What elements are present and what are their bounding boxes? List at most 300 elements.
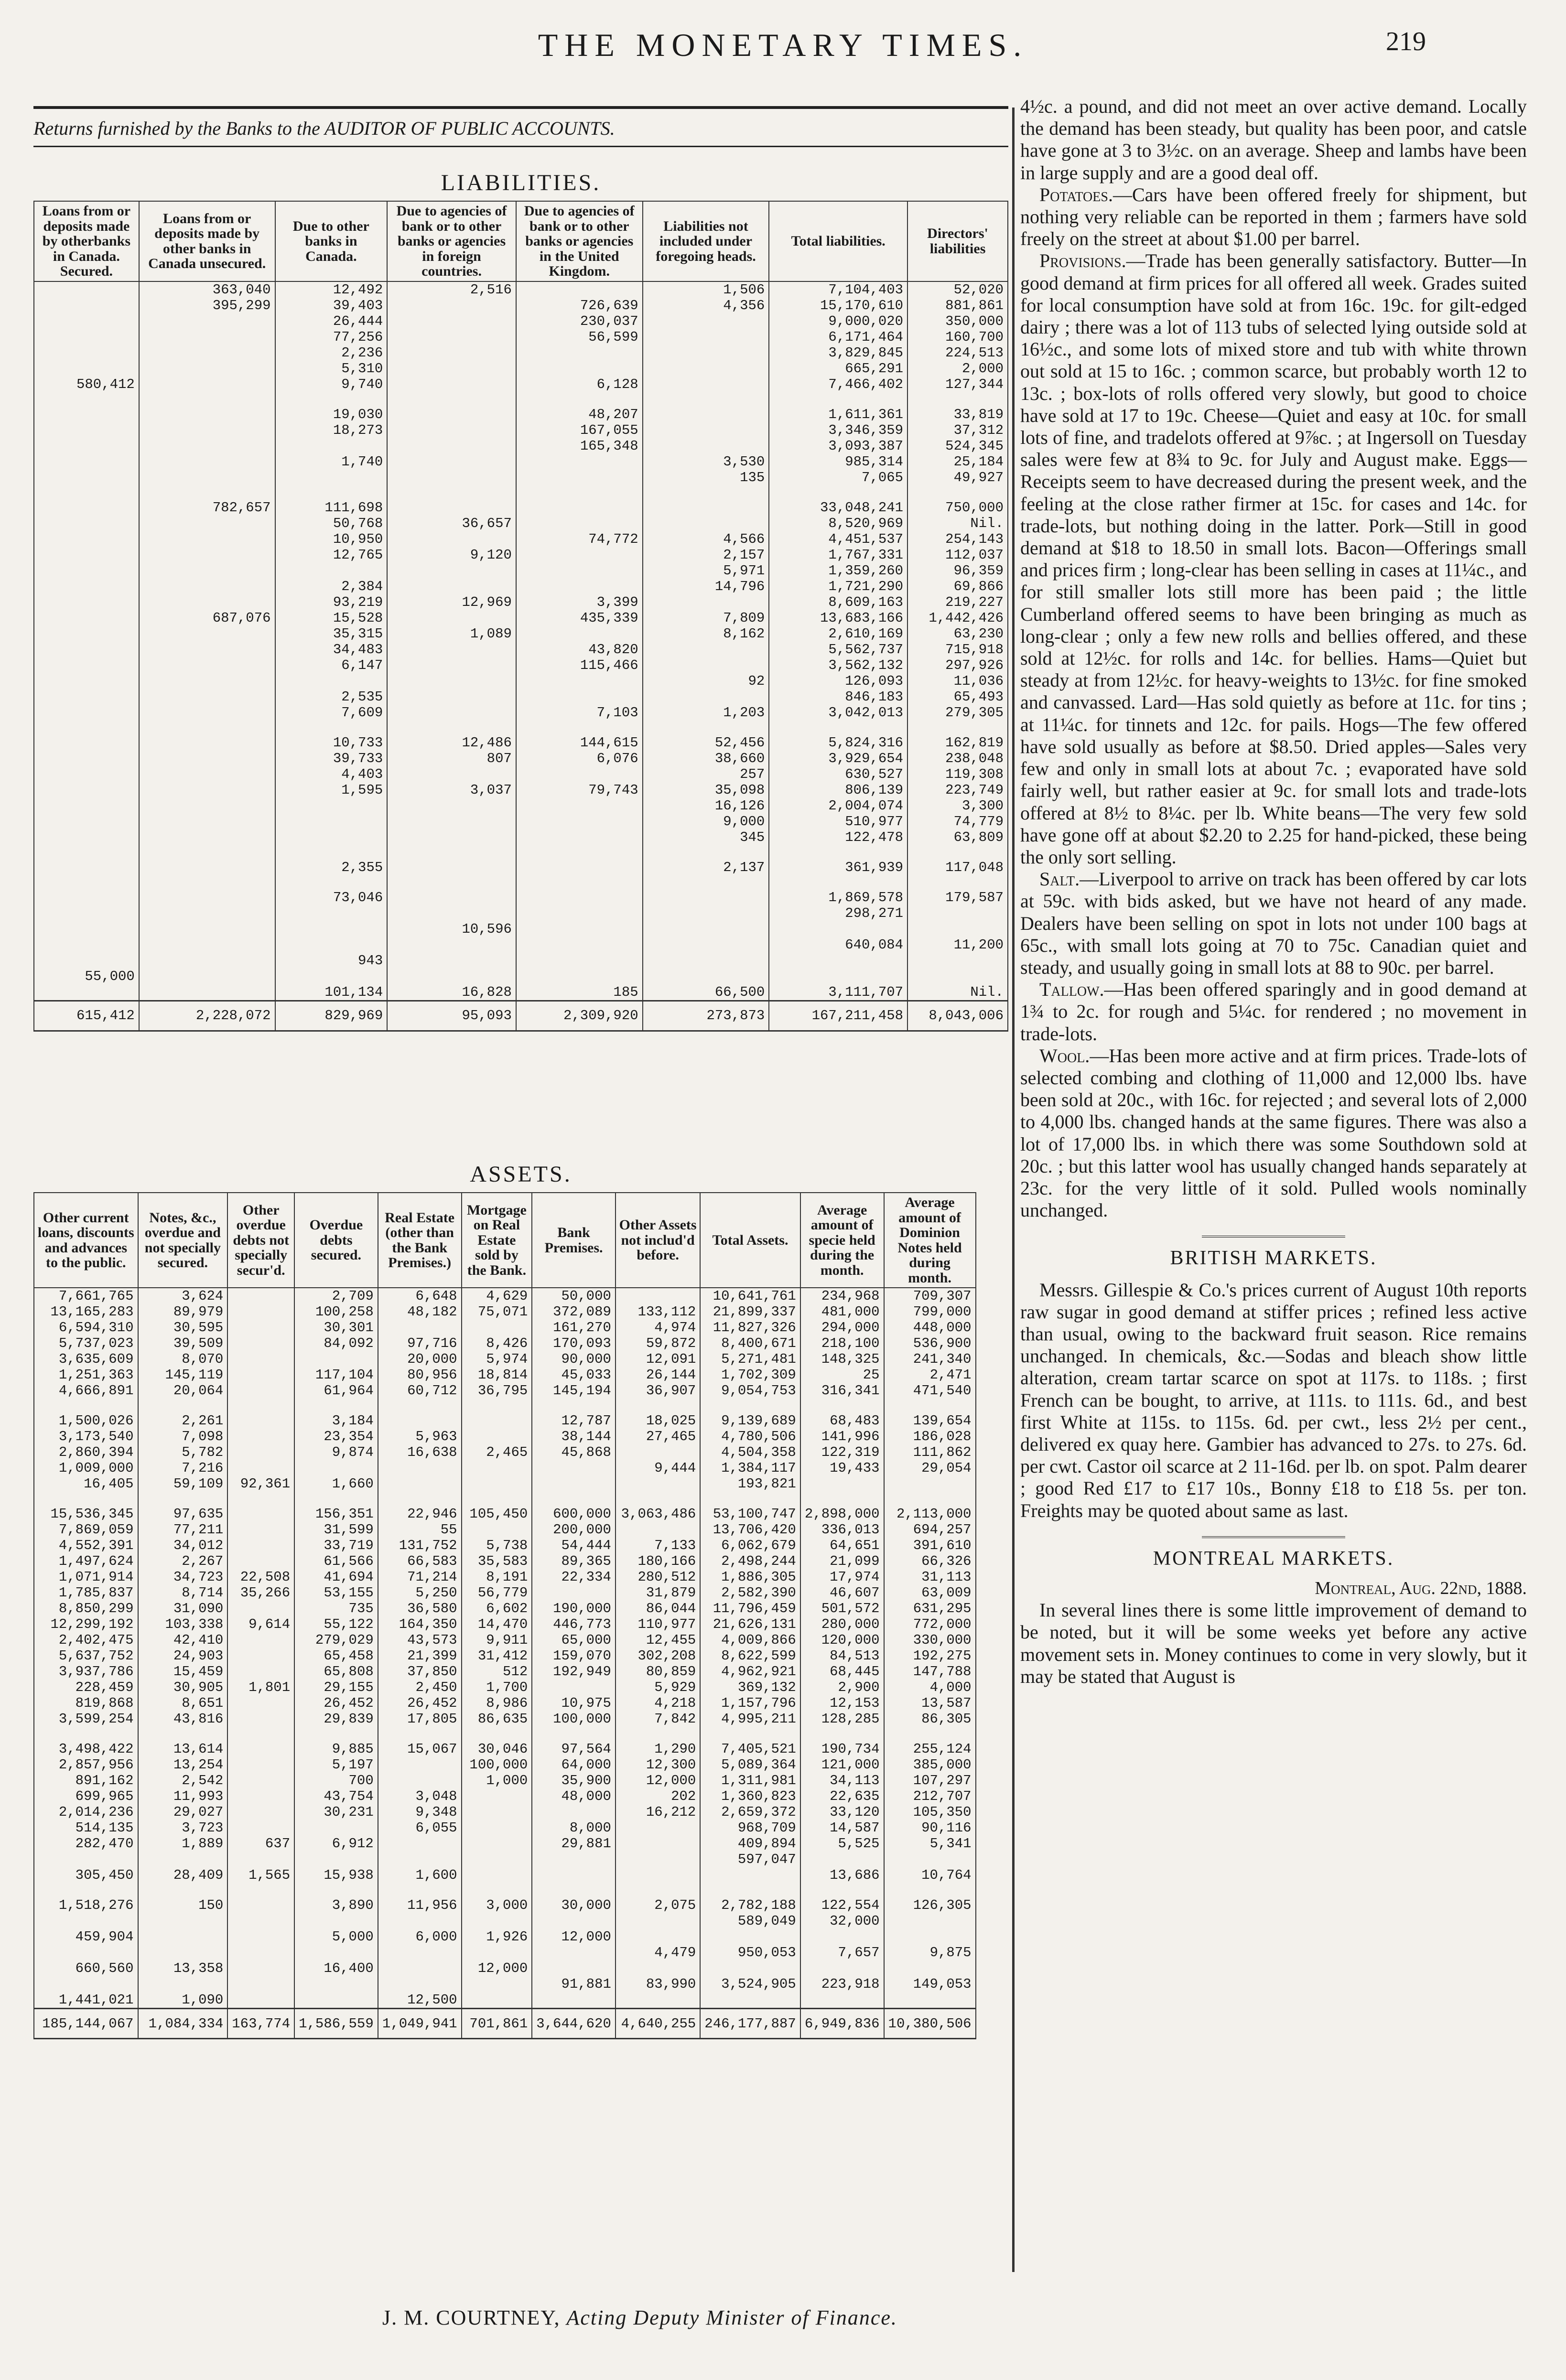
table-row (34, 1444, 1008, 1460)
table-cell (34, 345, 139, 361)
wool-paragraph (1020, 1045, 1527, 1222)
table-cell: 17,974 (800, 1569, 884, 1585)
table-cell: 66,326 (884, 1553, 976, 1569)
table-cell: 2,014,236 (34, 1804, 138, 1820)
table-cell (227, 1992, 294, 2009)
table-cell (462, 1522, 532, 1538)
table-cell: 2,582,390 (700, 1585, 800, 1601)
table-row (34, 1383, 1008, 1399)
table-cell: 89,365 (532, 1553, 616, 1569)
table-cell: 25,184 (907, 454, 1008, 470)
table-cell: 13,165,283 (34, 1304, 138, 1320)
table-cell (643, 313, 769, 329)
table-cell (139, 766, 275, 782)
table-cell: 56,779 (462, 1585, 532, 1601)
table-cell (227, 1444, 294, 1460)
table-cell (34, 361, 139, 377)
table-cell: 56,599 (516, 329, 643, 345)
table-cell (275, 392, 388, 407)
table-row (34, 1945, 1008, 1960)
table-cell (34, 392, 139, 407)
table-cell: 54,444 (532, 1538, 616, 1553)
table-cell: 699,965 (34, 1788, 138, 1804)
table-cell: 65,458 (294, 1648, 378, 1664)
table-cell: 238,048 (907, 751, 1008, 766)
assets-header-4: Real Estate (other than the Bank Premises.) (378, 1193, 462, 1288)
table-cell (387, 531, 516, 547)
table-cell (700, 1867, 800, 1883)
table-cell (532, 1492, 616, 1506)
table-cell: 3,937,786 (34, 1664, 138, 1680)
table-cell: 514,135 (34, 1820, 138, 1836)
table-cell: 807 (387, 751, 516, 766)
table-cell (516, 361, 643, 377)
table-cell (616, 1288, 700, 1304)
table-cell: 12,787 (532, 1413, 616, 1429)
table-cell: 5,089,364 (700, 1757, 800, 1773)
table-cell (387, 905, 516, 921)
table-cell (532, 1399, 616, 1413)
table-cell (139, 721, 275, 735)
table-cell: 7,809 (643, 610, 769, 626)
table-cell: 33,120 (800, 1804, 884, 1820)
table-row (34, 1476, 1008, 1492)
table-cell: 18,273 (275, 422, 388, 438)
table-cell: 37,312 (907, 422, 1008, 438)
table-cell (800, 1960, 884, 1976)
table-cell: 6,171,464 (769, 329, 907, 345)
table-cell: 86,044 (616, 1601, 700, 1616)
table-cell: 395,299 (139, 298, 275, 313)
table-cell: 5,782 (138, 1444, 228, 1460)
table-cell: 74,772 (516, 531, 643, 547)
table-cell (516, 798, 643, 814)
table-row (34, 1288, 1008, 1304)
table-cell: 135 (643, 470, 769, 485)
table-cell (616, 1492, 700, 1506)
table-row (34, 921, 1008, 937)
montreal-dateline: Montreal, Aug. 22nd, 1888. (1315, 1578, 1527, 1598)
table-cell: 21,099 (800, 1553, 884, 1569)
table-cell: 1,801 (227, 1680, 294, 1695)
table-cell (139, 377, 275, 392)
table-cell: 170,093 (532, 1335, 616, 1351)
signatory-title: Acting Deputy Minister of Finance. (566, 2306, 897, 2329)
table-cell: 15,067 (378, 1741, 462, 1757)
assets-body (34, 1288, 1008, 2039)
table-cell: 14,470 (462, 1616, 532, 1632)
table-cell: 21,399 (378, 1648, 462, 1664)
table-cell: 3,048 (378, 1788, 462, 1804)
table-row (34, 594, 1008, 610)
table-cell: 1,600 (378, 1867, 462, 1883)
table-cell (800, 1492, 884, 1506)
table-cell: 22,508 (227, 1569, 294, 1585)
table-cell (884, 1492, 976, 1506)
table-cell: 43,754 (294, 1788, 378, 1804)
table-cell: 2,516 (387, 281, 516, 298)
table-row (34, 1711, 1008, 1727)
table-cell: 12,000 (616, 1773, 700, 1788)
table-cell: 105,450 (462, 1506, 532, 1522)
table-cell: 26,444 (275, 313, 388, 329)
table-cell: 24,903 (138, 1648, 228, 1664)
table-cell: 31,599 (294, 1522, 378, 1538)
table-cell: 481,000 (800, 1304, 884, 1320)
table-cell (227, 1976, 294, 1992)
table-cell: 65,493 (907, 689, 1008, 705)
table-cell: 147,788 (884, 1664, 976, 1680)
table-cell (643, 921, 769, 937)
table-cell: 1,889 (138, 1836, 228, 1852)
table-cell (275, 937, 388, 953)
table-row (34, 1460, 1008, 1476)
table-cell (532, 1680, 616, 1695)
table-cell: 30,905 (138, 1680, 228, 1695)
table-cell: 1,203 (643, 705, 769, 721)
table-cell (516, 875, 643, 890)
table-cell: 257 (643, 766, 769, 782)
table-cell (227, 1492, 294, 1506)
liabilities-header-row (34, 201, 1008, 281)
table-cell: 5,271,481 (700, 1351, 800, 1367)
total-cell: 1,049,941 (378, 2009, 462, 2039)
table-cell: 1,359,260 (769, 563, 907, 579)
table-cell: 127,344 (907, 377, 1008, 392)
table-cell (884, 1960, 976, 1976)
table-cell (462, 1429, 532, 1444)
assets-header-2: Other overdue debts not specially secur'd. (227, 1193, 294, 1288)
table-cell: 4,009,866 (700, 1632, 800, 1648)
table-cell: 4,000 (884, 1680, 976, 1695)
table-cell (275, 845, 388, 860)
table-cell: 63,230 (907, 626, 1008, 642)
table-cell: 330,000 (884, 1632, 976, 1648)
table-cell (139, 563, 275, 579)
assets-header-0: Other current loans, discounts and advances to the public. (34, 1193, 138, 1288)
total-cell: 10,380,506 (884, 2009, 976, 2039)
table-cell (378, 1913, 462, 1929)
table-cell: 8,000 (532, 1820, 616, 1836)
table-cell: 68,483 (800, 1413, 884, 1429)
table-row (34, 329, 1008, 345)
table-cell (884, 1727, 976, 1741)
table-cell (516, 921, 643, 937)
table-cell (532, 1945, 616, 1960)
table-cell (516, 937, 643, 953)
table-row (34, 500, 1008, 516)
table-cell: 2,113,000 (884, 1506, 976, 1522)
total-cell: 167,211,458 (769, 1001, 907, 1031)
table-cell: 2,261 (138, 1413, 228, 1429)
table-cell (34, 1852, 138, 1867)
table-cell (294, 1820, 378, 1836)
table-cell: 10,641,761 (700, 1288, 800, 1304)
table-cell: 90,116 (884, 1820, 976, 1836)
table-row (34, 1616, 1008, 1632)
table-cell: 3,890 (294, 1897, 378, 1913)
total-cell: 163,774 (227, 2009, 294, 2039)
table-cell (227, 1288, 294, 1304)
table-cell: 50,768 (275, 516, 388, 531)
table-cell: 22,334 (532, 1569, 616, 1585)
table-cell (227, 1804, 294, 1820)
table-cell: 35,266 (227, 1585, 294, 1601)
table-cell (275, 905, 388, 921)
table-cell: 7,661,765 (34, 1288, 138, 1304)
table-cell (516, 392, 643, 407)
table-cell: 86,305 (884, 1711, 976, 1727)
table-cell: 361,939 (769, 860, 907, 875)
table-cell (616, 1836, 700, 1852)
table-cell (139, 829, 275, 845)
table-cell (139, 705, 275, 721)
table-cell: 64,651 (800, 1538, 884, 1553)
table-cell (34, 531, 139, 547)
market-report-column (1020, 96, 1527, 1688)
table-cell: 3,599,254 (34, 1711, 138, 1727)
table-cell (139, 890, 275, 905)
table-cell (34, 875, 139, 890)
table-cell: 630,527 (769, 766, 907, 782)
table-row (34, 829, 1008, 845)
table-cell: 2,542 (138, 1773, 228, 1788)
table-row (34, 953, 1008, 969)
table-cell: 5,562,737 (769, 642, 907, 657)
table-cell (643, 377, 769, 392)
cattle-paragraph: 4½c. a pound, and did not meet an over active demand. Locally the demand has been steady, but quality has been poor, and catsle have gone at 3 to 3½c. on an average. Sheep and lambs have been in large supply and are a good deal off. (1020, 96, 1527, 183)
table-cell: 43,820 (516, 642, 643, 657)
table-cell (769, 953, 907, 969)
table-cell: 5,310 (275, 361, 388, 377)
table-cell: 241,340 (884, 1351, 976, 1367)
table-cell: 6,602 (462, 1601, 532, 1616)
table-cell (532, 1867, 616, 1883)
table-cell: 128,285 (800, 1711, 884, 1727)
header-rule (33, 106, 1008, 109)
table-cell (643, 721, 769, 735)
table-cell (227, 1304, 294, 1320)
table-row (34, 1960, 1008, 1976)
table-cell: 9,614 (227, 1616, 294, 1632)
table-row (34, 1413, 1008, 1429)
table-cell: 103,338 (138, 1616, 228, 1632)
table-cell: 100,000 (532, 1711, 616, 1727)
table-cell: 3,624 (138, 1288, 228, 1304)
assets-header-8: Total Assets. (700, 1193, 800, 1288)
table-cell: 4,356 (643, 298, 769, 313)
table-cell: 3,346,359 (769, 422, 907, 438)
table-cell: 2,659,372 (700, 1804, 800, 1820)
table-cell (138, 1929, 228, 1945)
table-cell (643, 361, 769, 377)
table-cell: 145,119 (138, 1367, 228, 1383)
assets-header-5: Mortgage on Real Estate sold by the Bank. (462, 1193, 532, 1288)
table-row (34, 1867, 1008, 1883)
table-cell: 223,749 (907, 782, 1008, 798)
table-cell: 8,986 (462, 1695, 532, 1711)
potatoes-paragraph (1020, 184, 1527, 250)
table-cell: 6,128 (516, 377, 643, 392)
table-cell (378, 1476, 462, 1492)
table-cell (227, 1929, 294, 1945)
wool-text: —Has been more active and at firm prices. Trade-lots of selected combing and clothing of 11,000 and 12,000 lbs. have been sold at 20c., with 16c. for rejected ; and several lots of 2,000 to 4,000 lbs. changed hands at the same figures. There was also a lot of 17,000 lbs. in which there was some Southdown sold at 20c. ; but this latter wool has usually changed hands separately at 23c. for the very little of it sold. Pulled wools nominally unchanged. (1020, 1045, 1527, 1221)
table-cell (884, 1852, 976, 1867)
table-cell: 12,486 (387, 735, 516, 751)
table-cell: 26,144 (616, 1367, 700, 1383)
table-cell (378, 1883, 462, 1897)
table-cell: 2,471 (884, 1367, 976, 1383)
table-cell (34, 594, 139, 610)
assets-header-7: Other Assets not includ'd before. (616, 1193, 700, 1288)
table-cell: 111,862 (884, 1444, 976, 1460)
table-cell: 13,706,420 (700, 1522, 800, 1538)
table-cell: 12,091 (616, 1351, 700, 1367)
table-cell: 23,354 (294, 1429, 378, 1444)
table-cell (275, 721, 388, 735)
table-cell (139, 689, 275, 705)
table-cell (139, 516, 275, 531)
table-cell: 294,000 (800, 1320, 884, 1335)
table-cell: 510,977 (769, 814, 907, 829)
totals-row (34, 1001, 1008, 1031)
table-row (34, 438, 1008, 454)
table-cell (800, 1476, 884, 1492)
table-cell: 36,795 (462, 1383, 532, 1399)
table-row (34, 905, 1008, 921)
table-cell (34, 329, 139, 345)
table-cell: 5,341 (884, 1836, 976, 1852)
table-cell (227, 1960, 294, 1976)
table-cell (387, 937, 516, 953)
table-cell (34, 1883, 138, 1897)
table-cell (643, 875, 769, 890)
table-cell (907, 969, 1008, 984)
table-cell: 316,341 (800, 1383, 884, 1399)
table-cell (34, 1727, 138, 1741)
table-cell: 772,000 (884, 1616, 976, 1632)
table-cell (643, 905, 769, 921)
table-cell (616, 1444, 700, 1460)
table-row (34, 735, 1008, 751)
table-cell: 36,907 (616, 1383, 700, 1399)
table-cell (139, 953, 275, 969)
table-cell: 2,535 (275, 689, 388, 705)
table-cell (387, 313, 516, 329)
table-cell (378, 1852, 462, 1867)
table-cell: 4,629 (462, 1288, 532, 1304)
table-cell: 8,714 (138, 1585, 228, 1601)
table-cell (516, 689, 643, 705)
table-cell: 14,587 (800, 1820, 884, 1836)
table-cell: 298,271 (769, 905, 907, 921)
table-row (34, 531, 1008, 547)
table-cell (643, 407, 769, 422)
table-cell: 75,071 (462, 1304, 532, 1320)
table-cell: 3,184 (294, 1413, 378, 1429)
table-cell: 26,452 (294, 1695, 378, 1711)
table-cell: 200,000 (532, 1522, 616, 1538)
table-cell: 5,250 (378, 1585, 462, 1601)
table-cell: 121,000 (800, 1757, 884, 1773)
table-cell: 5,971 (643, 563, 769, 579)
table-cell (532, 1913, 616, 1929)
table-cell: 448,000 (884, 1320, 976, 1335)
table-cell: 77,256 (275, 329, 388, 345)
table-row (34, 766, 1008, 782)
salt-text: —Liverpool to arrive on track has been offered by car lots at 59c. with bids asked, but we have not heard of any made. Dealers have been selling on spot in lots not under 100 bags at 65c., with small lots going at 70 to 75c. Canadian quiet and steady, and usually going in small lots at 88 to 90c. per barrel. (1020, 868, 1527, 978)
page-number: 219 (1386, 27, 1426, 56)
total-cell: 3,644,620 (532, 2009, 616, 2039)
table-cell: 26,452 (378, 1695, 462, 1711)
tallow-text: —Has been offered sparingly and in good demand at 1¾ to 2c. for rough and 5¼c. for rendered ; no movement in trade-lots. (1020, 979, 1527, 1045)
table-cell: 71,214 (378, 1569, 462, 1585)
table-cell (139, 547, 275, 563)
table-cell: 4,780,506 (700, 1429, 800, 1444)
table-cell: 3,530 (643, 454, 769, 470)
table-cell (378, 1836, 462, 1852)
table-row (34, 422, 1008, 438)
table-cell: 4,666,891 (34, 1383, 138, 1399)
table-cell: 1,767,331 (769, 547, 907, 563)
table-cell: 48,182 (378, 1304, 462, 1320)
table-cell: 34,113 (800, 1773, 884, 1788)
table-cell: 8,850,299 (34, 1601, 138, 1616)
table-cell: 10,950 (275, 531, 388, 547)
table-cell: 660,560 (34, 1960, 138, 1976)
table-cell: 6,594,310 (34, 1320, 138, 1335)
table-cell (516, 547, 643, 563)
table-cell: 65,000 (532, 1632, 616, 1648)
table-cell (907, 905, 1008, 921)
table-cell (516, 563, 643, 579)
table-cell: 3,093,387 (769, 438, 907, 454)
table-cell (462, 1460, 532, 1476)
table-cell: 80,859 (616, 1664, 700, 1680)
table-cell (516, 890, 643, 905)
table-row (34, 1304, 1008, 1320)
total-cell: 273,873 (643, 1001, 769, 1031)
table-row (34, 1569, 1008, 1585)
table-cell: 1,611,361 (769, 407, 907, 422)
table-cell: 192,949 (532, 1664, 616, 1680)
table-cell (387, 829, 516, 845)
table-cell: 228,459 (34, 1680, 138, 1695)
table-cell (884, 1929, 976, 1945)
table-cell (139, 438, 275, 454)
assets-header-6: Bank Premises. (532, 1193, 616, 1288)
table-cell (769, 721, 907, 735)
table-cell: 2,267 (138, 1553, 228, 1569)
table-cell (907, 875, 1008, 890)
table-row (34, 1929, 1008, 1945)
table-cell (227, 1320, 294, 1335)
table-cell: 799,000 (884, 1304, 976, 1320)
table-cell (138, 1492, 228, 1506)
table-cell: 61,566 (294, 1553, 378, 1569)
table-cell: 91,881 (532, 1976, 616, 1992)
table-cell: 164,350 (378, 1616, 462, 1632)
table-cell (378, 1492, 462, 1506)
table-cell: 5,824,316 (769, 735, 907, 751)
table-cell: 2,157 (643, 547, 769, 563)
table-cell (387, 890, 516, 905)
table-row (34, 298, 1008, 313)
table-cell: 53,100,747 (700, 1506, 800, 1522)
table-cell: 107,297 (884, 1773, 976, 1788)
table-cell (227, 1741, 294, 1757)
table-cell (387, 345, 516, 361)
